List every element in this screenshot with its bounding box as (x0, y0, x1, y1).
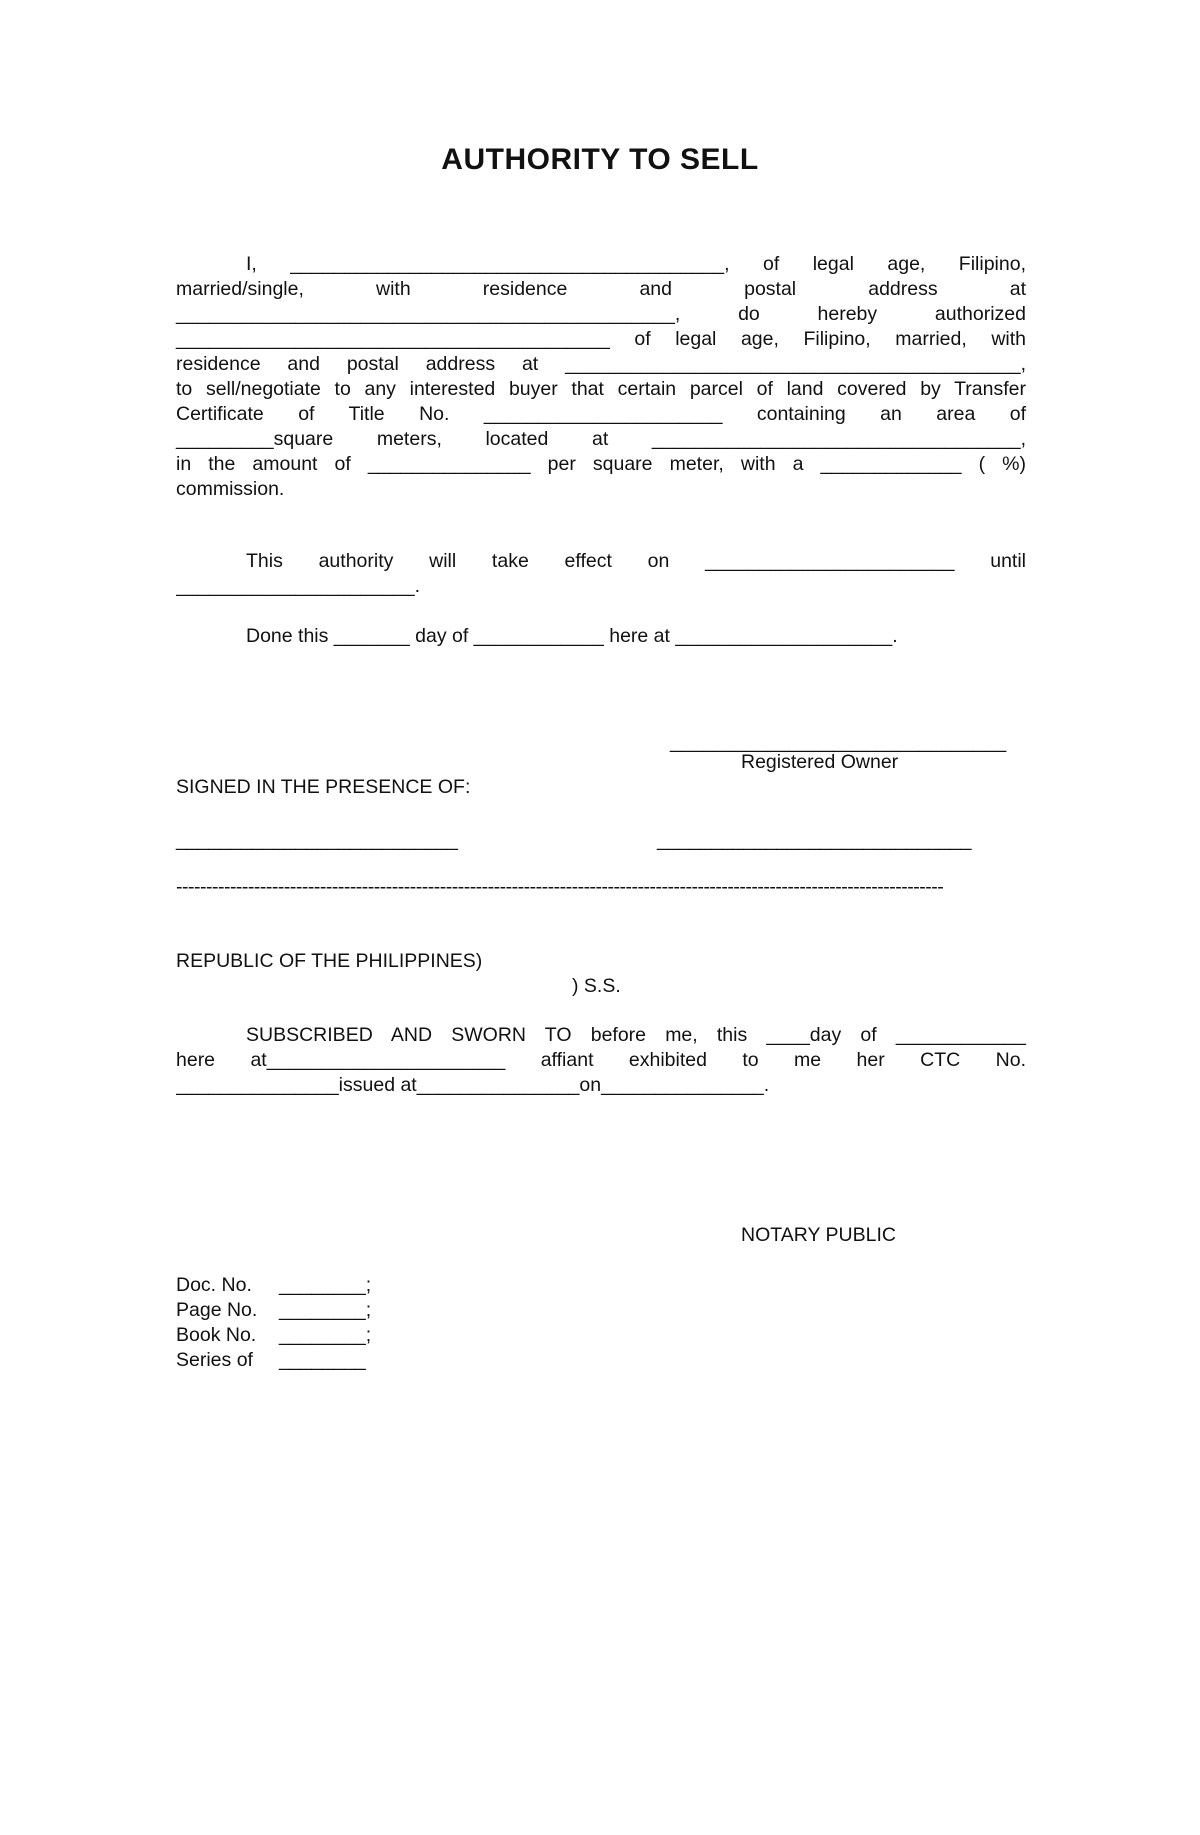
paragraph-line: ______________________________________________, do hereby authorized (176, 303, 1026, 325)
notary-public-label: NOTARY PUBLIC (741, 1224, 896, 1246)
registered-owner-label: Registered Owner (741, 751, 899, 773)
dashed-divider: -------------------------------------------------------------------------------------------------------------------------------- (176, 876, 944, 898)
authority-paragraph (176, 252, 1026, 502)
reference-row-series (176, 1348, 576, 1373)
reference-value: ________; (279, 1324, 372, 1346)
reference-row-page (176, 1298, 576, 1323)
reference-value: ________ (279, 1349, 366, 1371)
paragraph-line: commission. (176, 478, 285, 500)
paragraph-line: ________________________________________ of legal age, Filipino, married, with (176, 328, 1026, 350)
witness-signature-line-right: _____________________________ (657, 829, 972, 851)
owner-signature-line: _______________________________ (670, 731, 1007, 753)
paragraph-line: residence and postal address at __________________________________________, (176, 353, 1026, 375)
paragraph-line: This authority will take effect on _______________________ until (246, 550, 1026, 572)
notarial-references (176, 1273, 576, 1373)
paragraph-line: I, ________________________________________, of legal age, Filipino, (246, 253, 1026, 275)
reference-row-book (176, 1323, 576, 1348)
paragraph-line: here at______________________ affiant exhibited to me her CTC No. (176, 1049, 1026, 1071)
effectivity-paragraph (176, 549, 1026, 599)
reference-label: Doc. No. (176, 1274, 252, 1296)
paragraph-line: ______________________. (176, 575, 421, 597)
paragraph-line: married/single, with residence and postal address at (176, 278, 1026, 300)
jurat-paragraph (176, 1023, 1026, 1098)
document-title: AUTHORITY TO SELL (441, 143, 759, 176)
reference-value: ________; (279, 1274, 372, 1296)
reference-label: Series of (176, 1349, 253, 1371)
paragraph-line: Certificate of Title No. ______________________ containing an area of (176, 403, 1026, 425)
paragraph-line: _________square meters, located at __________________________________, (176, 428, 1026, 450)
witness-signature-line-left: __________________________ (176, 829, 458, 851)
paragraph-line: _______________issued at_______________on_______________. (176, 1074, 770, 1096)
reference-label: Book No. (176, 1324, 257, 1346)
done-paragraph (176, 624, 1026, 649)
reference-label: Page No. (176, 1299, 258, 1321)
paragraph-line: in the amount of _______________ per square meter, with a _____________ ( %) (176, 453, 1026, 475)
witnesses-heading: SIGNED IN THE PRESENCE OF: (176, 776, 471, 798)
reference-value: ________; (279, 1299, 372, 1321)
venue-republic: REPUBLIC OF THE PHILIPPINES) (176, 950, 483, 972)
venue-ss: ) S.S. (572, 975, 621, 997)
paragraph-line: to sell/negotiate to any interested buyer that certain parcel of land covered by Transfer (176, 378, 1026, 400)
paragraph-line: Done this _______ day of ____________ here at ____________________. (246, 625, 898, 647)
reference-row-doc (176, 1273, 576, 1298)
paragraph-line: SUBSCRIBED AND SWORN TO before me, this ____day of ____________ (246, 1024, 1026, 1046)
